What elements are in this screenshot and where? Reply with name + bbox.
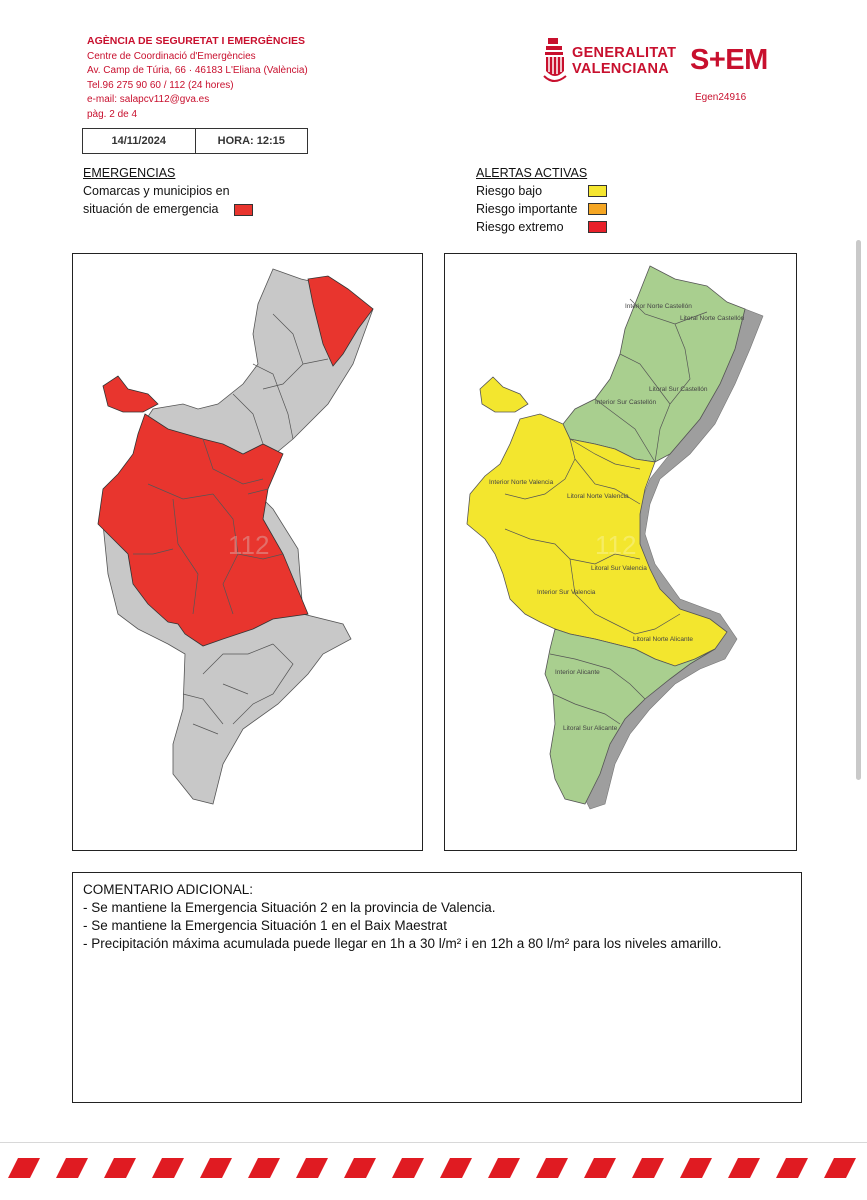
legend-label-extreme: Riesgo extremo	[476, 220, 564, 234]
agency-name: AGÈNCIA DE SEGURETAT I EMERGÈNCIES	[87, 35, 305, 47]
comment-box	[72, 872, 802, 1103]
emergencias-legend	[83, 164, 253, 218]
comment-line-2: - Se mantiene la Emergencia Situación 1 en el Baix Maestrat	[83, 918, 447, 933]
region-interior-sur-castellon: Interior Sur Castellón	[595, 399, 657, 406]
region-interior-norte-castellon: Interior Norte Castellón	[625, 303, 692, 310]
region-interior-alicante: Interior Alicante	[555, 669, 600, 676]
alertas-title: ALERTAS ACTIVAS	[476, 166, 588, 180]
low-swatch	[588, 185, 607, 197]
legend-label-important: Riesgo importante	[476, 202, 578, 216]
alertas-legend	[476, 164, 606, 236]
document-code: Egen24916	[695, 92, 747, 103]
watermark-112-left: 112	[228, 530, 270, 560]
comment-title: COMENTARIO ADICIONAL:	[83, 882, 254, 897]
footer-stripe	[0, 1158, 867, 1178]
generalitat-logo	[572, 45, 676, 77]
legend-item-extreme	[476, 218, 606, 236]
time-value: HORA: 12:15	[195, 129, 308, 153]
emergencias-line2: situación de emergencia	[83, 202, 219, 216]
important-swatch	[588, 203, 607, 215]
scrollbar-thumb[interactable]	[856, 240, 861, 780]
region-interior-sur-valencia: Interior Sur Valencia	[537, 589, 596, 596]
center-name: Centre de Coordinació d'Emergències	[87, 50, 256, 62]
legend-label-low: Riesgo bajo	[476, 184, 543, 198]
sem-logo: S+EM	[690, 44, 768, 76]
emergencias-title: EMERGENCIAS	[83, 166, 176, 180]
region-interior-norte-valencia: Interior Norte Valencia	[489, 479, 554, 486]
gv-line1: GENERALITAT	[572, 45, 677, 61]
legend-item-low	[476, 182, 606, 200]
footer-divider	[0, 1142, 867, 1143]
watermark-112-right: 112	[595, 530, 637, 560]
region-litoral-norte-valencia: Litoral Norte Valencia	[567, 493, 629, 500]
region-litoral-sur-valencia: Litoral Sur Valencia	[591, 565, 647, 572]
emergency-map	[72, 253, 423, 851]
region-litoral-norte-alicante: Litoral Norte Alicante	[633, 636, 693, 643]
gv-line2: VALENCIANA	[572, 61, 669, 77]
date-time-box	[82, 128, 308, 154]
page-number: pàg. 2 de 4	[87, 108, 138, 120]
alerts-map	[444, 253, 797, 851]
phone: Tel.96 275 90 60 / 112 (24 hores)	[87, 79, 234, 91]
agency-header	[87, 34, 308, 122]
comment-line-3: - Precipitación máxima acumulada puede llegar en 1h a 30 l/m² i en 12h a 80 l/m² para los niveles amarillo.	[83, 936, 722, 951]
region-litoral-sur-castellon: Litoral Sur Castellón	[649, 386, 708, 393]
region-litoral-sur-alicante: Litoral Sur Alicante	[563, 725, 618, 732]
generalitat-shield-icon	[542, 36, 572, 86]
emergency-swatch	[234, 204, 253, 216]
emergencias-line1: Comarcas y municipios en	[83, 184, 230, 198]
extreme-swatch	[588, 221, 607, 233]
region-litoral-norte-castellon: Litoral Norte Castellón	[680, 315, 745, 322]
date-value: 14/11/2024	[111, 135, 166, 147]
email-link[interactable]: e-mail: salapcv112@gva.es	[87, 94, 210, 105]
legend-item-important	[476, 200, 606, 218]
comment-line-1: - Se mantiene la Emergencia Situación 2 en la provincia de Valencia.	[83, 900, 496, 915]
address: Av. Camp de Túria, 66 · 46183 L'Eliana (València)	[87, 65, 308, 76]
